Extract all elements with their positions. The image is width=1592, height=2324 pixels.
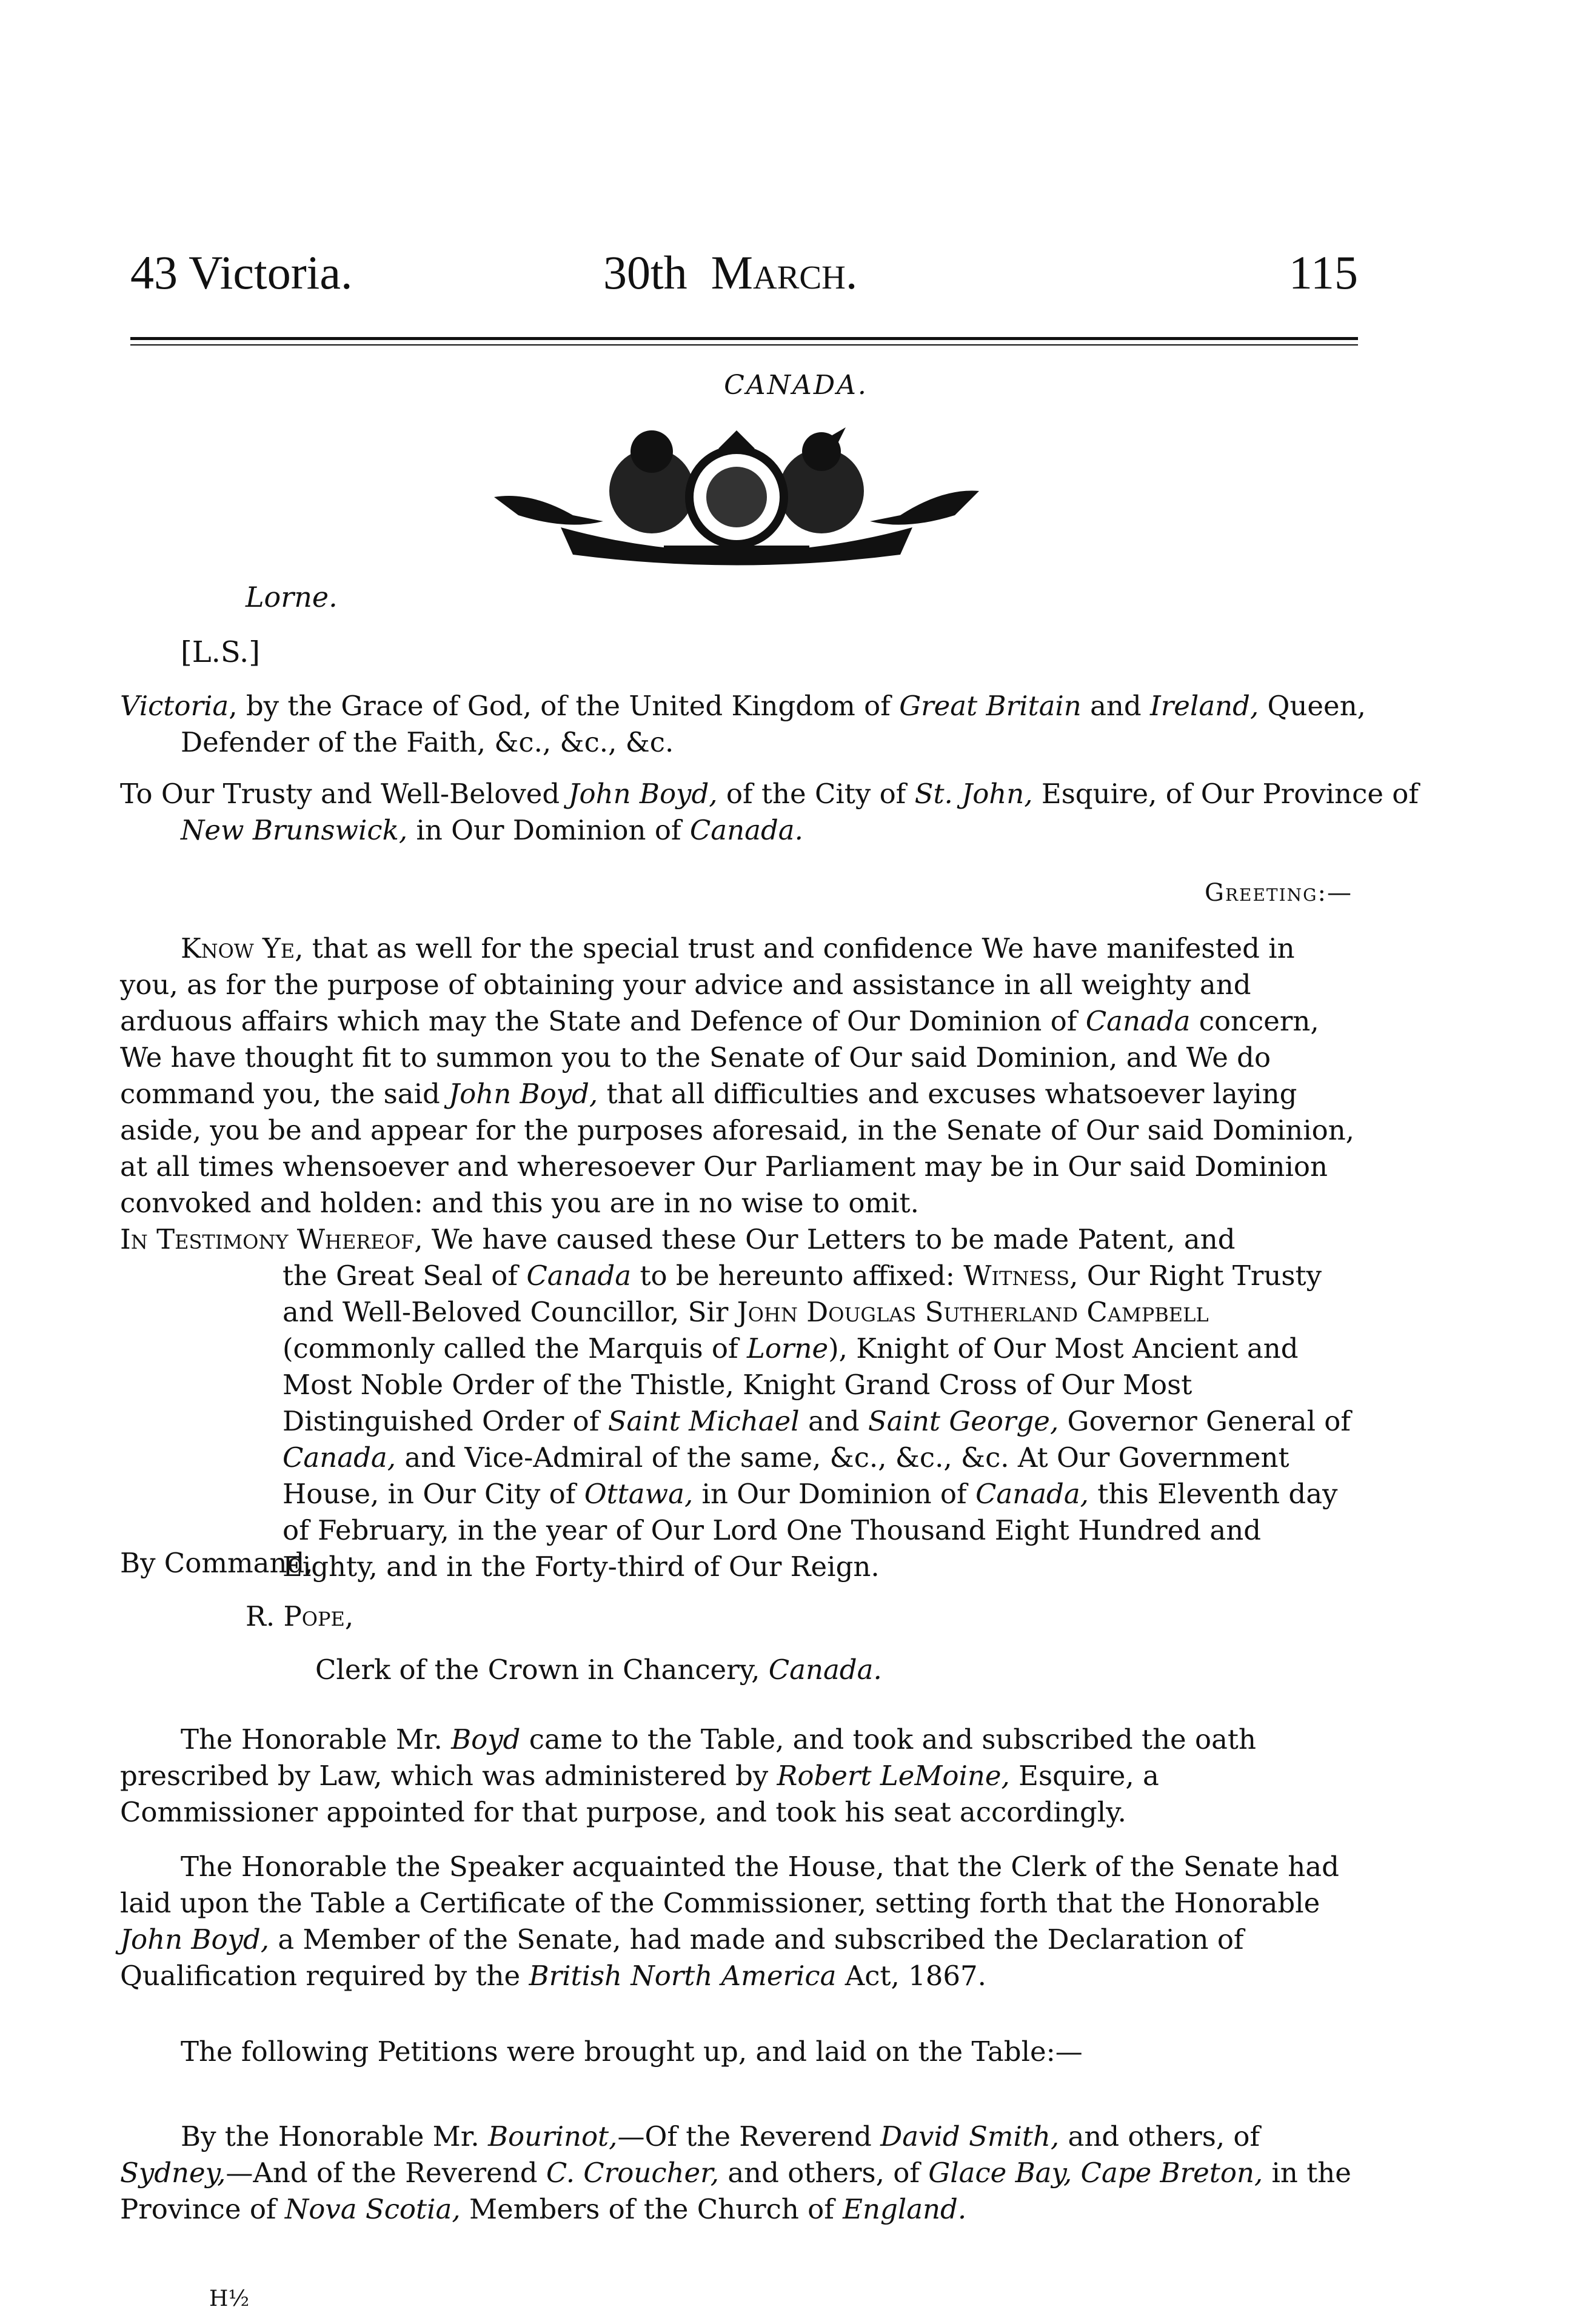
oath-paragraph: The Honorable Mr. Boyd came to the Table, and took and subscribed the oath prescribed by Law, which was administered by Robert LeMoine, Esquire, a Commissioner appointed for that purpose, and took his seat accordingly.	[120, 1723, 1256, 1828]
testimony-body: the Great Seal of Canada to be hereunto affixed: Witness, Our Right Trusty and Well-Beloved Councillor, Sir John Douglas Sutherland Campbell (commonly called the Marquis of Lorne), Knight of Our Most Ancient and Most Noble Order of the Thistle, Knight Grand Cross of Our Most Distinguished Order of Saint Michael and Saint George, Governor General of Canada, and Vice-Admiral of the same, &c., &c., &c. At Our Government House, in Our City of Ottawa, in Our Dominion of Canada, this Eleventh day of February, in the year of Our Lord One Thousand Eight Hundred and Eighty, and in the Forty-third of Our Reign.	[283, 1260, 1351, 1583]
seal-label: [L.S.]	[181, 635, 261, 669]
date-label: 30th March.	[603, 246, 858, 299]
session-label: 43 Victoria.	[130, 246, 353, 299]
canada-heading: CANADA.	[724, 370, 868, 401]
greeting: Greeting:—	[1205, 879, 1353, 907]
speaker-paragraph: The Honorable the Speaker acquainted the House, that the Clerk of the Senate had laid upon the Table a Certificate of the Commissioner, setting forth that the Honorable John Boyd, a Member of the Senate, had made and subscribed the Declaration of Qualification required by the British North America Act, 1867.	[120, 1851, 1339, 1992]
header-rule-thick	[130, 337, 1358, 340]
header-rule-thin	[130, 344, 1358, 346]
signature-mark: H½	[209, 2286, 250, 2311]
signature-lorne: Lorne.	[246, 581, 338, 613]
know-ye-paragraph: Know Ye, that as well for the special trust and confidence We have manifested in you, as for the purpose of obtaining your advice and assistance in all weighty and arduous affairs which may the State and Defence of Our Dominion of Canada concern, We have thought fit to summon you to the Senate of Our said Dominion, and We do command you, the said John Boyd, that all difficulties and excuses whatsoever laying aside, you be and appear for the purposes aforesaid, in the Senate of Our said Dominion, at all times whensoever and wheresoever Our Parliament may be in Our said Dominion convoked and holden: and this you are in no wise to omit.	[120, 932, 1354, 1219]
petitions-intro: The following Petitions were brought up, and laid on the Table:—	[181, 2035, 1083, 2068]
royal-crest-icon	[482, 424, 991, 573]
address-to-boyd: To Our Trusty and Well-Beloved John Boyd, of the City of St. John, Esquire, of Our Province of New Brunswick, in Our Dominion of Canada.	[120, 778, 1419, 846]
signatory-pope: R. Pope,	[246, 1600, 354, 1632]
victoria-title: Victoria, by the Grace of God, of the United Kingdom of Great Britain and Ireland, Queen, Defender of the Faith, &c., &c., &c.	[120, 690, 1366, 758]
clerk-title: Clerk of the Crown in Chancery, Canada.	[315, 1654, 882, 1686]
running-head	[130, 245, 1358, 312]
testimony-lead: In Testimony Whereof, We have caused these Our Letters to be made Patent, and	[120, 1223, 1236, 1255]
by-command: By Command,	[120, 1547, 313, 1579]
testimony-clause	[120, 1221, 1360, 1585]
bourinot-petitions: By the Honorable Mr. Bourinot,—Of the Reverend David Smith, and others, of Sydney,—And of the Reverend C. Croucher, and others, of Glace Bay, Cape Breton, in the Province of Nova Scotia, Members of the Church of England.	[120, 2120, 1351, 2225]
page-number: 115	[1288, 246, 1358, 299]
